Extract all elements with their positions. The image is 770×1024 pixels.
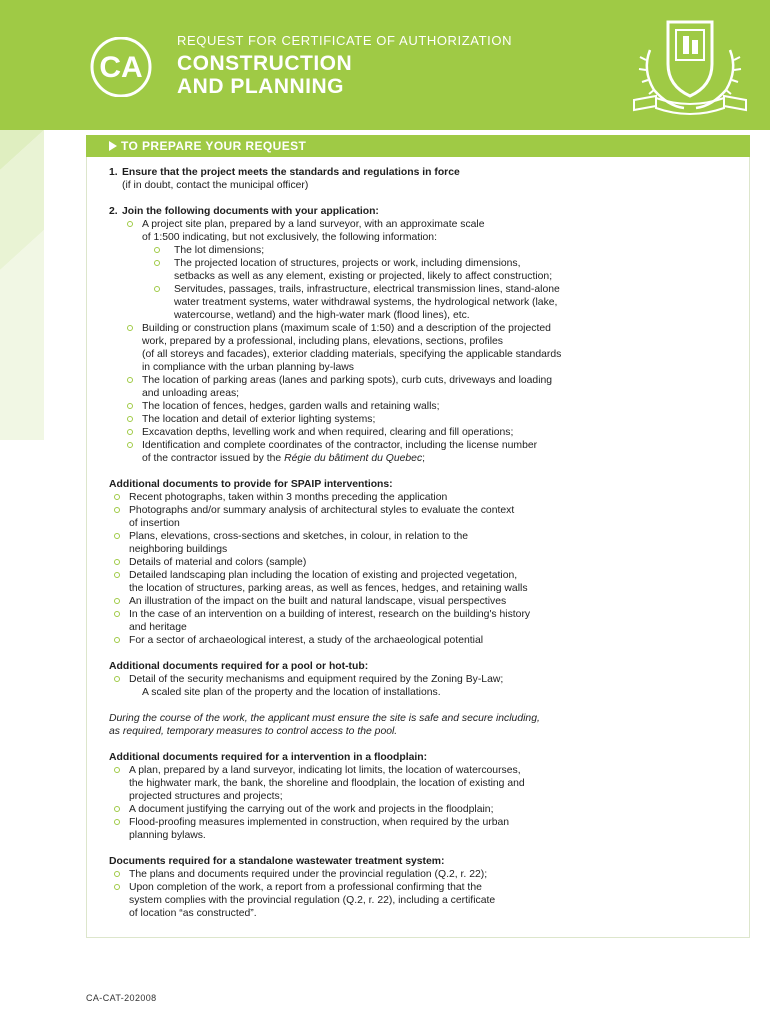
section-title-text: TO PREPARE YOUR REQUEST: [121, 139, 307, 153]
step-2: [109, 205, 721, 218]
floodplain-heading: Additional documents required for a intervention in a floodplain:: [109, 752, 428, 763]
step-note: (if in doubt, contact the municipal officer): [122, 180, 309, 191]
municipal-crest-icon: [628, 10, 752, 118]
list-item: Plans, elevations, cross-sections and sketches, in colour, in relation to the neighboring buildings: [109, 530, 721, 556]
list-item: A plan, prepared by a land surveyor, indicating lot limits, the location of watercourses, the highwater mark, the bank, the shoreline and floodplain, the location of existing and projected structures and projects;: [109, 764, 721, 803]
sub-list-item: Servitudes, passages, trails, infrastructure, electrical transmission lines, stand-alone water treatment systems, water withdrawal systems, the hydrological network (lake, watercourse, wetland) and the high-water mark (flood lines), etc.: [149, 283, 721, 322]
list-item: A document justifying the carrying out of the work and projects in the floodplain;: [109, 803, 721, 816]
bullet-icon: [109, 803, 129, 816]
sub-list-item: The lot dimensions;: [149, 244, 721, 257]
bullet-icon: [122, 400, 142, 413]
list-item: The plans and documents required under the provincial regulation (Q.2, r. 22);: [109, 868, 721, 881]
step-1: [109, 166, 721, 192]
bullet-icon: [109, 569, 129, 582]
list-item: Identification and complete coordinates of the contractor, including the license number of the contractor issued by the Régie du bâtiment du Quebec;: [122, 439, 721, 465]
list-item: The location of fences, hedges, garden walls and retaining walls;: [122, 400, 721, 413]
list-item: Details of material and colors (sample): [109, 556, 721, 569]
request-content: [109, 166, 721, 920]
list-item: Detailed landscaping plan including the location of existing and projected vegetation, the location of structures, parking areas, as well as fences, hedges, and retaining walls: [109, 569, 721, 595]
step-number: 2.: [109, 206, 118, 217]
list-item: Photographs and/or summary analysis of architectural styles to evaluate the context of insertion: [109, 504, 721, 530]
step-title: Ensure that the project meets the standards and regulations in force: [122, 167, 460, 178]
bullet-icon: [109, 504, 129, 517]
wastewater-heading: Documents required for a standalone wastewater treatment system:: [109, 856, 445, 867]
list-item: An illustration of the impact on the built and natural landscape, visual perspectives: [109, 595, 721, 608]
pool-safety-note: During the course of the work, the applicant must ensure the site is safe and secure including, as required, temporary measures to control access to the pool.: [109, 713, 540, 737]
bullet-icon: [109, 673, 129, 686]
title-line-2: AND PLANNING: [177, 75, 344, 98]
bullet-icon: [109, 764, 129, 777]
bullet-icon: [109, 491, 129, 504]
bullet-icon: [109, 556, 129, 569]
bullet-icon: [109, 868, 129, 881]
decorative-side-strip: [0, 130, 44, 440]
form-code: CA-CAT-202008: [86, 993, 157, 1003]
bullet-icon: [149, 283, 174, 296]
document-title: [177, 52, 352, 98]
list-item: Detail of the security mechanisms and equipment required by the Zoning By-Law;: [109, 673, 721, 686]
pool-plain-line: A scaled site plan of the property and the location of installations.: [142, 687, 441, 698]
step-number: 1.: [109, 167, 118, 178]
bullet-icon: [149, 244, 174, 257]
document-subtitle: REQUEST FOR CERTIFICATE OF AUTHORIZATION: [177, 33, 513, 48]
pool-heading: Additional documents required for a pool or hot-tub:: [109, 661, 369, 672]
list-item: A project site plan, prepared by a land surveyor, with an approximate scale of 1:500 indicating, but not exclusively, the following information:: [122, 218, 721, 244]
bullet-icon: [109, 816, 129, 829]
bullet-icon: [109, 881, 129, 894]
list-item: Building or construction plans (maximum scale of 1:50) and a description of the projected work, prepared by a professional, including plans, elevations, sections, profiles (of all storeys and facades), exterior cladding materials, specifying the applicable standards in compliance with the urban planning by-laws: [122, 322, 721, 374]
section-title: [109, 139, 306, 153]
sub-list-item: The projected location of structures, projects or work, including dimensions, setbacks as well as any element, existing or projected, likely to affect construction;: [149, 257, 721, 283]
step-title: Join the following documents with your application:: [122, 206, 379, 217]
bullet-icon: [149, 257, 174, 270]
spaip-heading: Additional documents to provide for SPAIP interventions:: [109, 479, 393, 490]
list-item: Recent photographs, taken within 3 months preceding the application: [109, 491, 721, 504]
bullet-icon: [122, 322, 142, 335]
list-item: For a sector of archaeological interest, a study of the archaeological potential: [109, 634, 721, 647]
arrow-icon: [109, 141, 118, 151]
bullet-icon: [122, 374, 142, 387]
bullet-icon: [109, 634, 129, 647]
logo-text: CA: [99, 51, 143, 84]
list-item: In the case of an intervention on a building of interest, research on the building's history and heritage: [109, 608, 721, 634]
title-line-1: CONSTRUCTION: [177, 52, 353, 75]
bullet-icon: [122, 426, 142, 439]
bullet-icon: [109, 595, 129, 608]
ca-logo: [85, 37, 157, 97]
bullet-icon: [109, 530, 129, 543]
regulator-name: Régie du bâtiment du Quebec: [284, 453, 423, 464]
bullet-icon: [122, 439, 142, 452]
bullet-icon: [122, 218, 142, 231]
list-item: Upon completion of the work, a report from a professional confirming that the system complies with the provincial regulation (Q.2, r. 22), including a certificate of location “as constructed”.: [109, 881, 721, 920]
list-item: Flood-proofing measures implemented in construction, when required by the urban planning bylaws.: [109, 816, 721, 842]
list-item: The location of parking areas (lanes and parking spots), curb cuts, driveways and loading and unloading areas;: [122, 374, 721, 400]
bullet-icon: [109, 608, 129, 621]
bullet-icon: [122, 413, 142, 426]
list-item: The location and detail of exterior lighting systems;: [122, 413, 721, 426]
list-item: Excavation depths, levelling work and when required, clearing and fill operations;: [122, 426, 721, 439]
